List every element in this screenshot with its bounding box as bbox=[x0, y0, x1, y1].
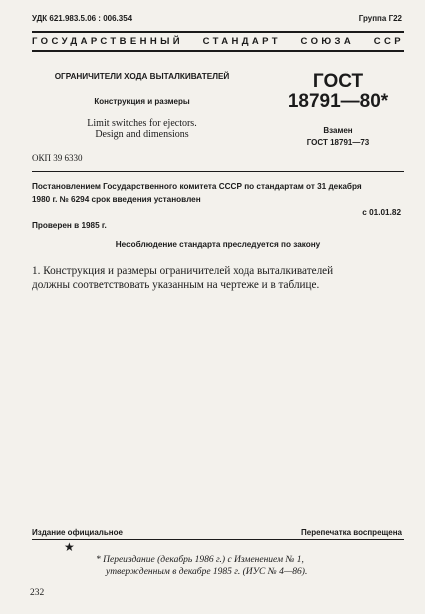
english-title-line-2: Design and dimensions bbox=[95, 129, 189, 140]
document-subtitle: Конструкция и размеры bbox=[94, 97, 190, 106]
paragraph-1-line-2: должны соответствовать указанным на чертеже и в таблице. bbox=[32, 279, 320, 291]
official-edition: Издание официальное bbox=[32, 528, 123, 537]
udk-code: УДК 621.983.5.06 : 006.354 bbox=[32, 14, 133, 23]
decree-line-1: Постановлением Государственного комитета СССР по стандартам от 31 декабря bbox=[32, 182, 362, 191]
law-notice: Несоблюдение стандарта преследуется по закону bbox=[115, 240, 321, 249]
gost-label: ГОСТ bbox=[312, 71, 364, 92]
group-code: Группа Г22 bbox=[358, 14, 402, 23]
english-title-line-1: Limit switches for ejectors. bbox=[87, 118, 197, 129]
gost-number: 18791—80* bbox=[287, 91, 389, 112]
standard-banner bbox=[32, 36, 404, 47]
banner-word-1: ГОСУДАРСТВЕННЫЙ bbox=[32, 36, 184, 47]
paragraph-1-line-1: 1. Конструкция и размеры ограничителей хода выталкивателей bbox=[32, 265, 334, 277]
replaced-standard: ГОСТ 18791—73 bbox=[306, 138, 370, 147]
checked-year: Проверен в 1985 г. bbox=[32, 221, 107, 230]
footnote-line-2: утвержденным в декабре 1985 г. (ИУС № 4—86). bbox=[106, 567, 308, 577]
page-number: 232 bbox=[30, 588, 45, 598]
star-icon: ★ bbox=[64, 540, 75, 554]
footnote-line-1: * Переиздание (декабрь 1986 г.) с Изменением № 1, bbox=[96, 555, 304, 565]
banner-word-3: СОЮЗА bbox=[300, 36, 355, 47]
okp-code: ОКП 39 6330 bbox=[32, 153, 83, 163]
banner-word-2: СТАНДАРТ bbox=[202, 36, 281, 47]
instead-label: Взамен bbox=[323, 126, 353, 135]
section-rule bbox=[32, 171, 404, 172]
top-rule bbox=[32, 31, 404, 33]
effective-date: с 01.01.82 bbox=[362, 208, 401, 217]
reprint-prohibited: Перепечатка воспрещена bbox=[301, 528, 402, 537]
document-title: ОГРАНИЧИТЕЛИ ХОДА ВЫТАЛКИВАТЕЛЕЙ bbox=[54, 72, 230, 81]
decree-line-2: 1980 г. № 6294 срок введения установлен bbox=[32, 195, 201, 204]
banner-rule bbox=[32, 50, 404, 52]
footer-rule bbox=[32, 539, 404, 540]
banner-word-4: ССР bbox=[373, 36, 404, 47]
